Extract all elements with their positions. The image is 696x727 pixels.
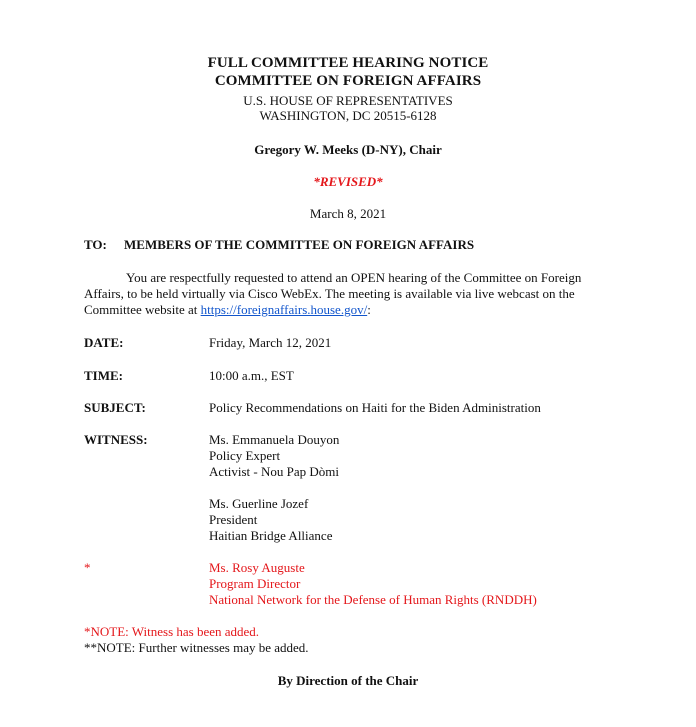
committee-website-link[interactable]: https://foreignaffairs.house.gov/	[200, 302, 368, 317]
witness-org: National Network for the Defense of Human Rights (RNDDH)	[209, 592, 537, 607]
time-label: TIME:	[84, 368, 123, 383]
witness-org: Haitian Bridge Alliance	[209, 528, 333, 543]
witness-title: President	[209, 512, 258, 527]
notice-date: March 8, 2021	[309, 206, 387, 221]
para-line-3-prefix: Committee website at	[84, 302, 201, 317]
note-witness-added: *NOTE: Witness has been added.	[84, 624, 260, 639]
time-value: 10:00 a.m., EST	[209, 368, 294, 383]
witness-name: Ms. Rosy Auguste	[209, 560, 305, 575]
para-line-3	[84, 302, 630, 318]
revised-marker: *REVISED*	[313, 174, 383, 189]
witness-org: Activist - Nou Pap Dòmi	[209, 464, 339, 479]
witness-entry	[209, 496, 332, 544]
witness-title: Policy Expert	[209, 448, 281, 463]
witness-name: Ms. Emmanuela Douyon	[209, 432, 340, 447]
added-witness-marker: *	[84, 560, 91, 575]
witness-entry-added	[209, 560, 537, 608]
para-line-1: You are respectfully requested to attend an OPEN hearing of the Committee on Foreign	[126, 270, 582, 285]
witness-label: WITNESS:	[84, 432, 148, 447]
subject-value: Policy Recommendations on Haiti for the Biden Administration	[209, 400, 541, 415]
witness-title: Program Director	[209, 576, 301, 591]
notice-title: FULL COMMITTEE HEARING NOTICE	[207, 55, 489, 71]
date-value: Friday, March 12, 2021	[209, 335, 332, 350]
witness-name: Ms. Guerline Jozef	[209, 496, 309, 511]
house-name: U.S. HOUSE OF REPRESENTATIVES	[243, 93, 453, 108]
to-recipients: MEMBERS OF THE COMMITTEE ON FOREIGN AFFAIRS	[124, 237, 475, 252]
signoff: By Direction of the Chair	[277, 673, 419, 688]
para-line-2: Affairs, to be held virtually via Cisco WebEx. The meeting is available via live webcast on the	[84, 286, 575, 301]
witness-entry	[209, 432, 339, 480]
para-line-3-suffix: :	[367, 302, 371, 317]
date-label: DATE:	[84, 335, 124, 350]
note-further-witnesses: **NOTE: Further witnesses may be added.	[84, 640, 309, 655]
chair-name: Gregory W. Meeks (D-NY), Chair	[254, 142, 442, 157]
address: WASHINGTON, DC 20515-6128	[259, 108, 437, 123]
invitation-paragraph	[84, 270, 630, 318]
to-label: TO:	[84, 237, 107, 252]
subject-label: SUBJECT:	[84, 400, 146, 415]
committee-name: COMMITTEE ON FOREIGN AFFAIRS	[214, 73, 482, 89]
